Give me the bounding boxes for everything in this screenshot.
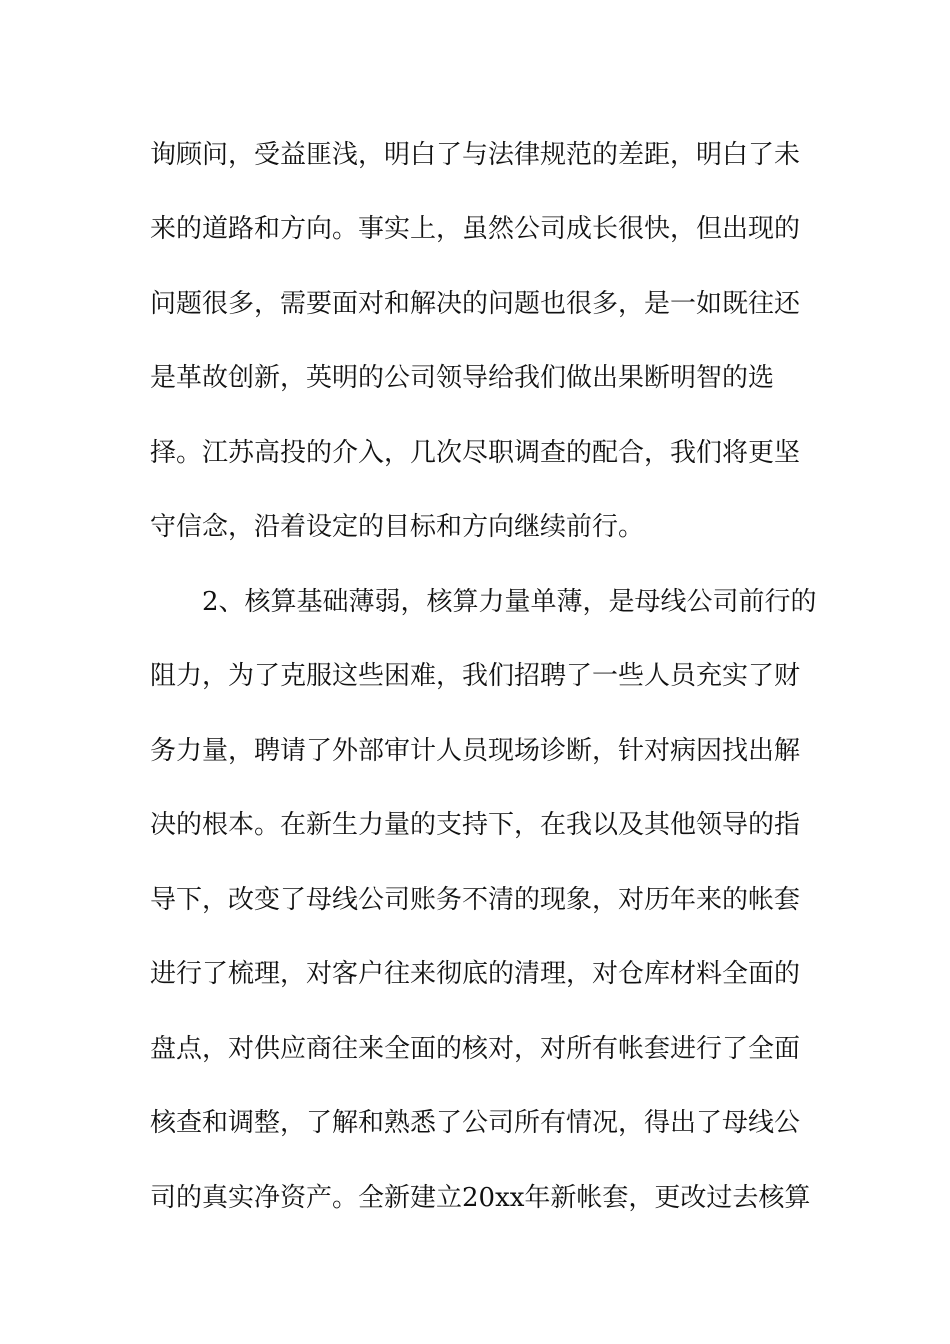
paragraph-line: 进行了梳理，对客户往来彻底的清理，对仓库材料全面的 [150,959,801,989]
paragraph-line: 2、核算基础薄弱，核算力量单薄，是母线公司前行的 [202,587,817,617]
paragraph-line: 盘点，对供应商往来全面的核对，对所有帐套进行了全面 [150,1034,801,1064]
paragraph-line: 导下，改变了母线公司账务不清的现象，对历年来的帐套 [150,885,801,915]
paragraph-line: 司的真实净资产。全新建立20xx年新帐套，更改过去核算 [150,1183,811,1213]
paragraph-line: 询顾问，受益匪浅，明白了与法律规范的差距，明白了未 [150,140,801,170]
paragraph-line: 核查和调整，了解和熟悉了公司所有情况，得出了母线公 [150,1108,801,1138]
paragraph-line: 是革故创新，英明的公司领导给我们做出果断明智的选 [150,363,775,393]
paragraph-line: 来的道路和方向。事实上，虽然公司成长很快，但出现的 [150,214,801,244]
paragraph-line: 阻力，为了克服这些困难，我们招聘了一些人员充实了财 [150,661,801,691]
paragraph-line: 务力量，聘请了外部审计人员现场诊断，针对病因找出解 [150,736,801,766]
paragraph-line: 决的根本。在新生力量的支持下，在我以及其他领导的指 [150,810,801,840]
paragraph-line: 择。江苏高投的介入，几次尽职调查的配合，我们将更坚 [150,438,801,468]
paragraph-line: 守信念，沿着设定的目标和方向继续前行。 [150,512,645,542]
paragraph-line: 问题很多，需要面对和解决的问题也很多，是一如既往还 [150,289,801,319]
